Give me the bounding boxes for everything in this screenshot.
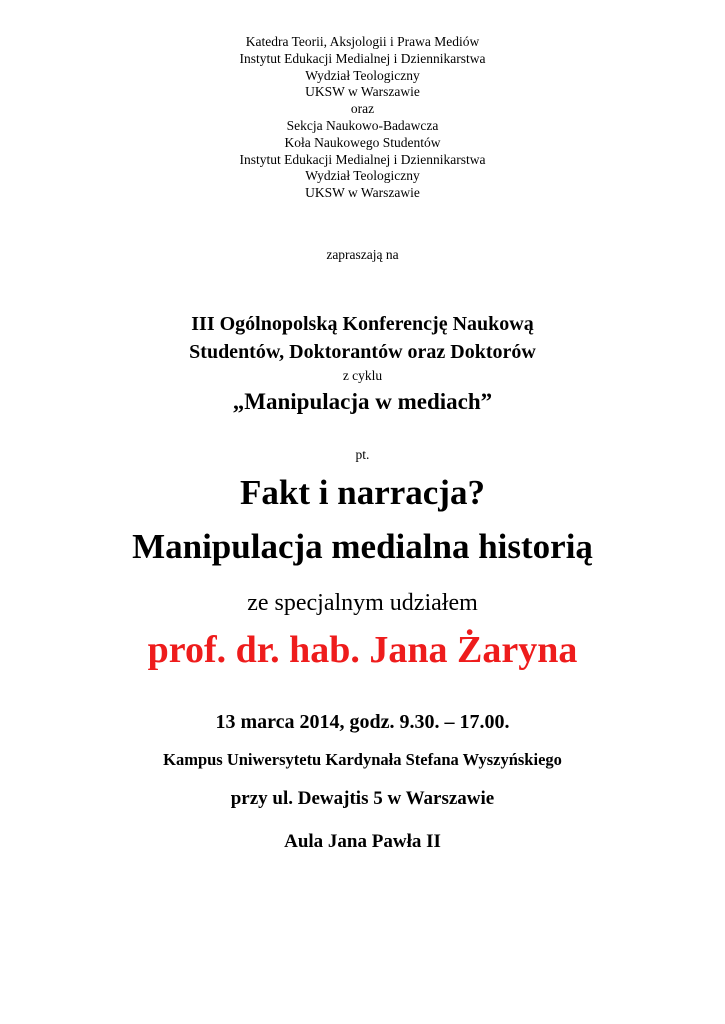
conference-block [0,310,725,418]
event-title-block [0,466,725,574]
event-title-line-1: Fakt i narracja? [240,473,485,512]
cycle-label: z cyklu [342,368,383,383]
event-hall: Aula Jana Pawła II [284,831,441,852]
event-details-block [0,708,725,856]
organizers-block [0,34,725,202]
organizer-line: UKSW w Warszawie [305,185,420,201]
organizer-line: Wydział Teologiczny [305,67,420,83]
organizer-line: Sekcja Naukowo-Badawcza [286,117,439,133]
title-prefix: pt. [355,447,370,462]
organizer-line: Instytut Edukacji Medialnej i Dziennikarstwa [239,151,486,167]
organizer-line: Katedra Teorii, Aksjologii i Prawa Mediów [245,34,480,49]
organizer-line: Koła Naukowego Studentów [284,134,441,150]
event-street: przy ul. Dewajtis 5 w Warszawie [230,788,495,809]
event-title-line-2: Manipulacja medialna historią [132,527,593,566]
event-date-time: 13 marca 2014, godz. 9.30. – 17.00. [215,711,510,733]
special-guest-name: prof. dr. hab. Jana Żaryna [147,629,578,671]
special-guest-label: ze specjalnym udziałem [247,590,478,616]
cycle-title: „Manipulacja w mediach” [232,389,493,414]
conference-name-line-2: Studentów, Doktorantów oraz Doktorów [189,341,536,363]
organizer-line: UKSW w Warszawie [305,84,420,100]
event-campus: Kampus Uniwersytetu Kardynała Stefana Wyszyńskiego [163,750,562,769]
organizer-line: oraz [350,101,375,117]
organizer-line: Instytut Edukacji Medialnej i Dziennikarstwa [239,50,486,66]
invite-text: zapraszają na [326,247,399,262]
organizer-line: Wydział Teologiczny [305,168,420,184]
conference-name-line-1: III Ogólnopolską Konferencję Naukową [191,313,534,335]
